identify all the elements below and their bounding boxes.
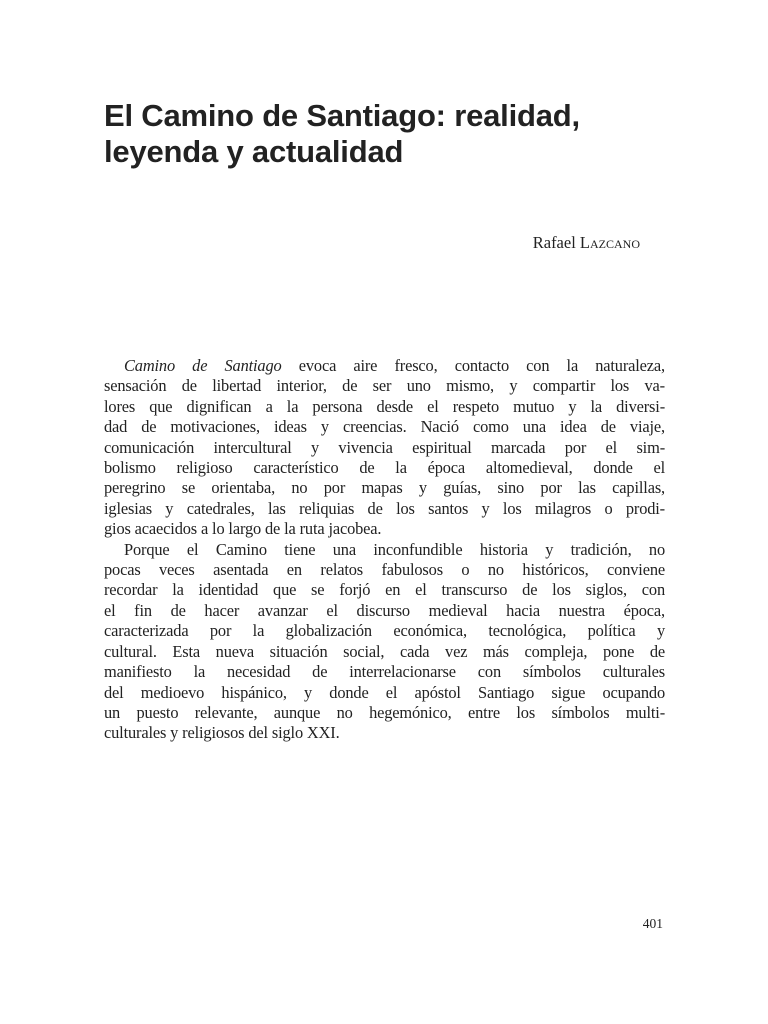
text-line: recordar la identidad que se forjó en el transcurso de los siglos, con [104, 580, 665, 600]
text-line: comunicación intercultural y vivencia espiritual marcada por el sim- [104, 437, 665, 457]
author-first-name: Rafael [532, 233, 576, 252]
text-line: culturales y religiosos del siglo XXI. [104, 723, 340, 743]
text-line: bolismo religioso característico de la época altomedieval, donde el [104, 458, 665, 478]
text-line: cultural. Esta nueva situación social, cada vez más compleja, pone de [104, 641, 665, 661]
text-line: peregrino se orientaba, no por mapas y guías, sino por las capillas, [104, 478, 665, 498]
text-line-rest: evoca aire fresco, contacto con la naturaleza, [281, 356, 666, 375]
text-line: manifiesto la necesidad de interrelacionarse con símbolos culturales [104, 662, 665, 682]
text-line: caracterizada por la globalización económica, tecnológica, política y [104, 621, 665, 641]
chapter-title-line-2: leyenda y actualidad [104, 134, 404, 169]
author-surname: Lazcano [579, 233, 640, 252]
text-line: pocas veces asentada en relatos fabulosos o no históricos, conviene [104, 560, 665, 580]
page-number: 401 [642, 916, 663, 931]
paragraph-2 [104, 540, 665, 744]
text-line: gios acaecidos a lo largo de la ruta jacobea. [104, 519, 382, 539]
text-line: dad de motivaciones, ideas y creencias. Nació como una idea de viaje, [104, 417, 665, 437]
text-line: iglesias y catedrales, las reliquias de los santos y los milagros o prodi- [104, 498, 665, 518]
text-line: del medioevo hispánico, y donde el apóstol Santiago sigue ocupando [104, 682, 665, 702]
text-line: Porque el Camino tiene una inconfundible historia y tradición, no [124, 539, 665, 559]
text-line: el fin de hacer avanzar el discurso medieval hacia nuestra época, [104, 600, 665, 620]
text-line: un puesto relevante, aunque no hegemónico, entre los símbolos multi- [104, 702, 665, 722]
italic-term: Camino de Santiago [124, 356, 282, 375]
body-text [104, 356, 665, 744]
author-name [533, 232, 640, 254]
chapter-title [104, 98, 664, 170]
paragraph-1 [104, 356, 665, 540]
chapter-title-line-1: El Camino de Santiago: realidad, [104, 98, 580, 133]
text-line: sensación de libertad interior, de ser uno mismo, y compartir los va- [104, 376, 665, 396]
text-line [104, 356, 665, 376]
text-line: lores que dignifican a la persona desde el respeto mutuo y la diversi- [104, 396, 665, 416]
